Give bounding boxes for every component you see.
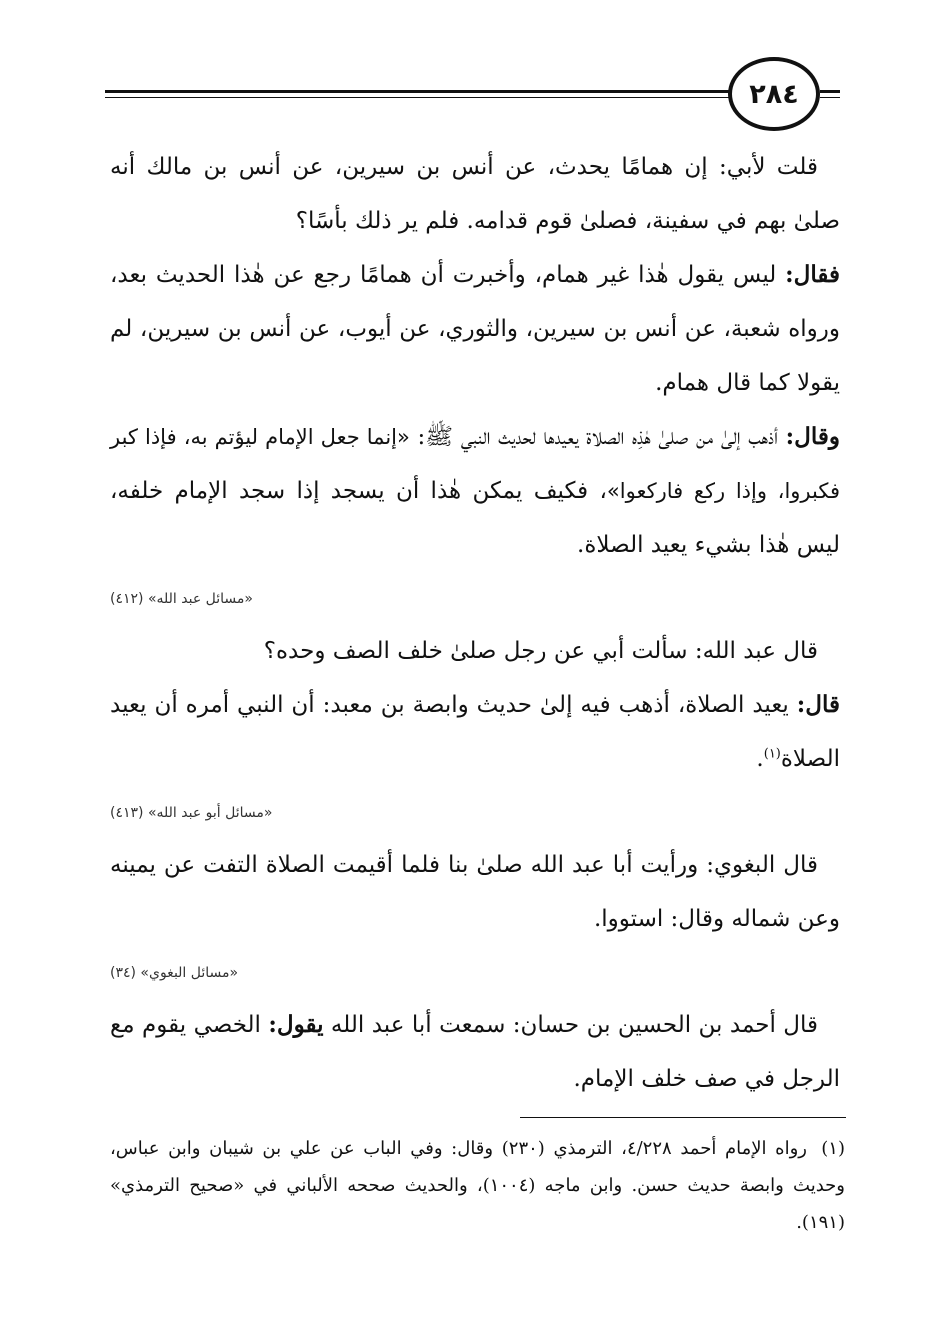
page-header bbox=[105, 52, 835, 132]
source-citation: «مسائل عبد الله» (٤١٢) bbox=[110, 591, 253, 607]
paragraph-question bbox=[110, 140, 840, 248]
page-number-oval bbox=[728, 57, 820, 131]
paragraph-question bbox=[110, 624, 840, 678]
paragraph-text: يعيد الصلاة، أذهب فيه إلىٰ حديث وابصة بن معبد: أن النبي أمره أن يعيد الصلاة bbox=[110, 692, 840, 772]
paragraph-answer bbox=[110, 248, 840, 410]
header-rule-thick bbox=[105, 90, 730, 93]
paragraph-text: أذهب إلىٰ من صلىٰ هٰذِه الصلاة يعيدها لحديث النبي ﷺ: bbox=[409, 424, 786, 450]
footnote-text: رواه الإمام أحمد ٤/٢٢٨، الترمذي (٢٣٠) وقال: وفي الباب عن علي بن شيبان وابن عباس، وحديث وابصة حديث حسن. وابن ماجه (١٠٠٤)، والحديث صححه الألباني في «صحيح الترمذي» (١٩١). bbox=[110, 1138, 845, 1233]
paragraph-lead: فقال: bbox=[785, 261, 840, 288]
footnote-marker: (١) bbox=[821, 1138, 845, 1159]
header-rule-thin-end bbox=[820, 97, 840, 98]
paragraph-narration bbox=[110, 998, 840, 1106]
paragraph-hadith bbox=[110, 410, 840, 572]
paragraph-text: قال عبد الله: سألت أبي عن رجل صلىٰ خلف الصف وحده؟ bbox=[263, 638, 818, 664]
header-rule-thin bbox=[105, 97, 730, 98]
paragraph-text: ، فكيف يمكن هٰذا أن يسجد إذا سجد الإمام خلفه، ليس هٰذا بشيء يعيد الصلاة. bbox=[110, 478, 840, 558]
paragraph-narration bbox=[110, 838, 840, 946]
page-number: ٢٨٤ bbox=[749, 78, 799, 110]
footnote-divider bbox=[520, 1117, 846, 1118]
paragraph-lead: وقال: bbox=[785, 423, 840, 450]
footnotes bbox=[110, 1130, 845, 1241]
paragraph-lead: قال: bbox=[796, 691, 840, 718]
hadith-quote: «إنما جعل الإمام ليؤتم به، فإذا كبر فكبروا، وإذا ركع فاركعوا» bbox=[110, 425, 840, 503]
footnote-reference[interactable]: (١) bbox=[763, 746, 781, 762]
footnote bbox=[110, 1130, 845, 1241]
header-rule-thick-end bbox=[820, 90, 840, 93]
paragraph-text: قال البغوي: ورأيت أبا عبد الله صلىٰ بنا فلما أقيمت الصلاة التفت عن يمينه وعن شماله وقال: استووا. bbox=[110, 852, 840, 932]
paragraph-text: قلت لأبي: إن همامًا يحدث، عن أنس بن سيرين، عن أنس بن مالك أنه صلىٰ بهم في سفينة، فصلىٰ قوم قدامه. فلم ير ذلك بأسًا؟ bbox=[110, 154, 840, 234]
paragraph-text: قال أحمد بن الحسين بن حسان: سمعت أبا عبد الله bbox=[323, 1012, 819, 1038]
paragraph-lead: يقول: bbox=[268, 1011, 324, 1038]
source-citation: «مسائل البغوي» (٣٤) bbox=[110, 965, 239, 981]
source-citation: «مسائل أبو عبد الله» (٤١٣) bbox=[110, 805, 273, 821]
paragraph-text: ليس يقول هٰذا غير همام، وأخبرت أن همامًا رجع عن هٰذا الحديث بعد، ورواه شعبة، عن أنس بن سيرين، والثوري، عن أيوب، عن أنس بن سيرين، لم يقولا كما قال همام. bbox=[110, 262, 840, 396]
paragraph-answer: قال: يعيد الصلاة، أذهب فيه إلىٰ حديث وابصة بن معبد: أن النبي أمره أن يعيد الصلاة$^{(١)}$. bbox=[110, 691, 840, 772]
main-text bbox=[110, 140, 840, 1106]
paragraph-text: الخصي يقوم مع الرجل في صف خلف الإمام. bbox=[110, 1012, 840, 1092]
